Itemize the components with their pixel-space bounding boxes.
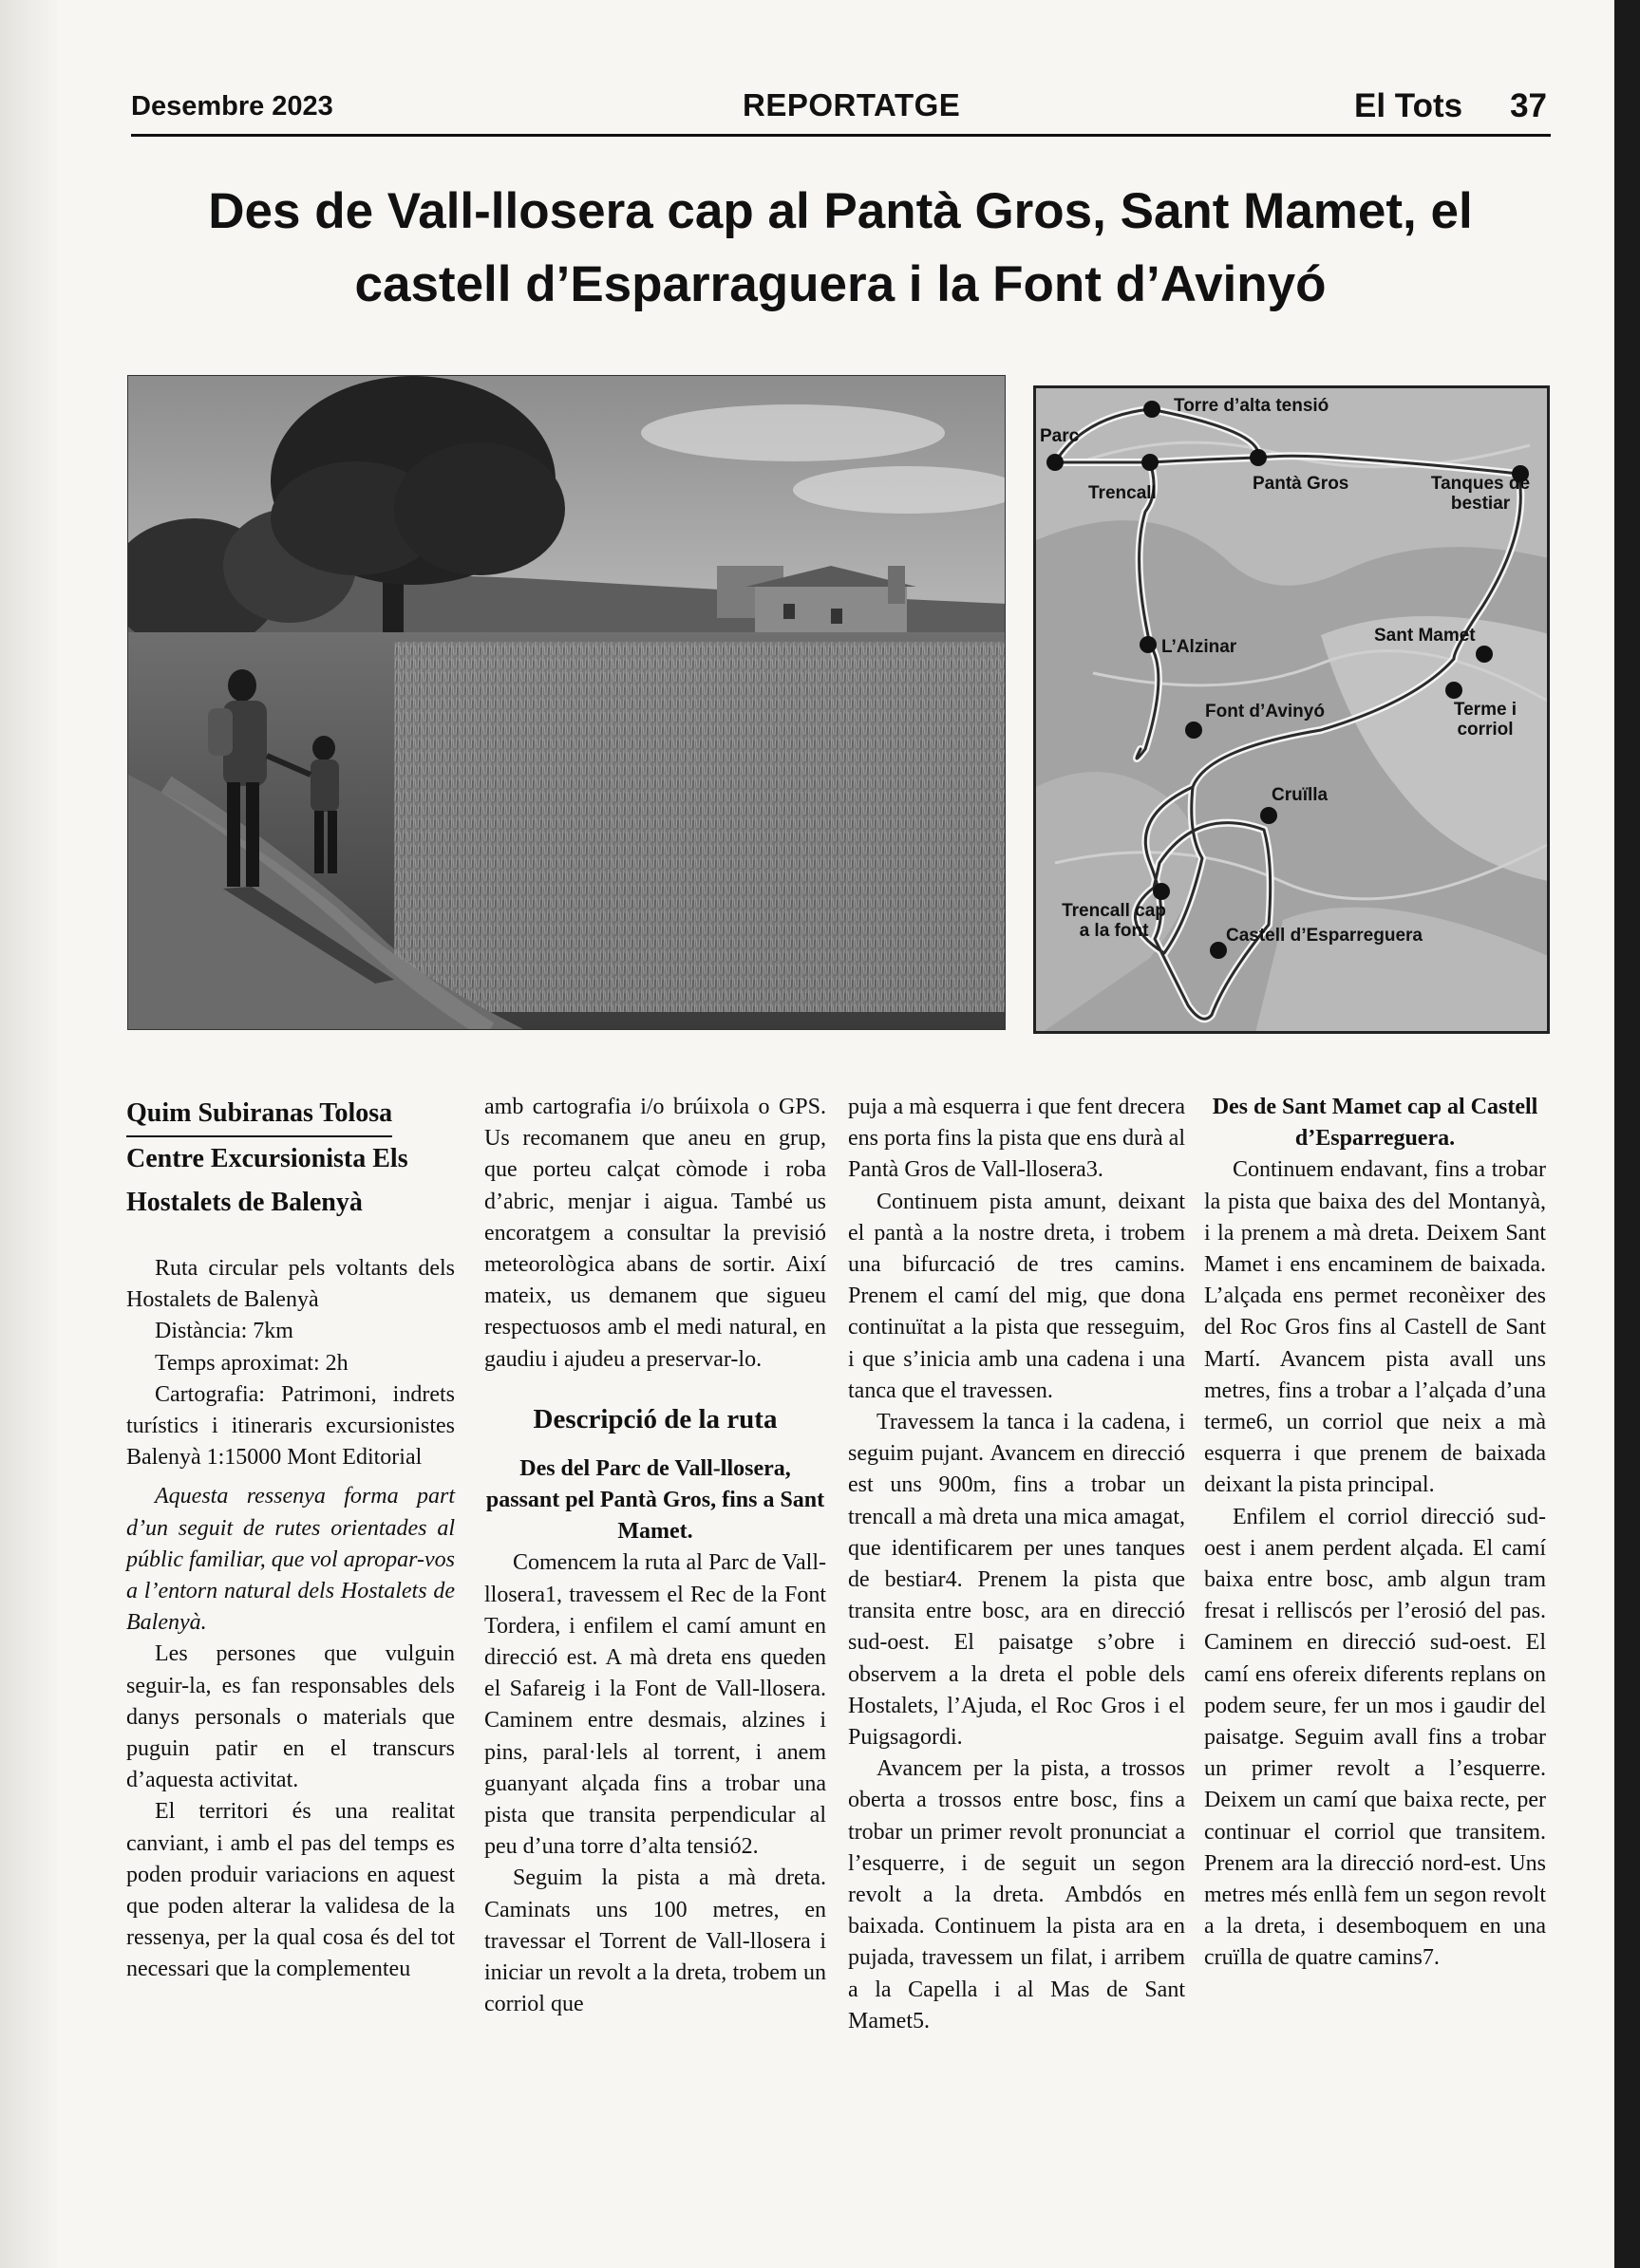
map-label-castell: Castell d’Esparreguera: [1226, 926, 1423, 946]
page-binding: [0, 0, 57, 2268]
map-label-cruilla: Cruïlla: [1272, 785, 1329, 805]
byline: [126, 1092, 455, 1225]
map-point-parc: [1046, 454, 1064, 471]
col4-paragraph: Continuem endavant, fins a trobar la pista que baixa des del Montanyà, i la prenem a mà dreta. Deixem Sant Mamet i ens encaminem de baixada. L’alçada ens permet reconèixer des del Roc Gros fins al Castell de Sant Martí. Avancem pista avall uns metres, fins a trobar a l’alçada d’una terme6, un corriol que neix a mà esquerra i que prenem de baixada deixant la pista principal.: [1204, 1157, 1546, 1498]
column-1: [126, 1092, 455, 1986]
page-header: [131, 87, 1551, 137]
column-4: [1204, 1092, 1546, 1975]
map-point-font: [1185, 722, 1202, 739]
map-label-torre: Torre d’alta tensió: [1174, 396, 1329, 416]
map-label-font: Font d’Avinyó: [1205, 702, 1325, 722]
info-distance: Distància: 7km: [155, 1319, 293, 1344]
landscape-photo: [127, 375, 1006, 1030]
map-label-alzinar: L’Alzinar: [1161, 637, 1237, 657]
col3-paragraph: Travessem la tanca i la cadena, i seguim pujant. Avancem en direcció est uns 900m, fins a trobar un trencall a mà dreta una mica amagat, que identificarem per unes tanques de bestiar4. Prenem la pista que transita entre bosc, ara en direcció sud-oest. El paisatge s’obre i observem a la dreta el poble dels Hostalets, l’Ajuda, el Roc Gros i el Puigsagordi.: [848, 1410, 1185, 1751]
map-point-alzinar: [1140, 636, 1157, 653]
map-label-sant-mamet: Sant Mamet: [1374, 626, 1476, 646]
col1-paragraph: Les persones que vulguin seguir-la, es fan responsables dels danys personals o materials que puguin patir en el transcurs d’aquesta activitat.: [126, 1641, 455, 1793]
map-point-cruilla: [1260, 807, 1277, 824]
col4-paragraph: Enfilem el corriol direcció sud-oest i anem perdent alçada. El camí baixa entre bosc, amb algun tram fresat i relliscós per l’erosió del pas. Caminem en direcció sud-oest. El camí ens ofereix diferents replans on podem seure, fer un mos i gaudir del paisatge. Seguim avall fins a trobar un primer revolt a l’esquerre. Deixem un camí que baixa recte, per continuar el corriol que transitem. Prenem ara la direcció nord-est. Uns metres més enllà fem un segon revolt a la dreta, i desemboquem en una cruïlla de quatre camins7.: [1204, 1504, 1546, 1971]
author-organization: Centre Excursionista Els Hostalets de Balenyà: [126, 1144, 408, 1217]
col2-paragraph: Comencem la ruta al Parc de Vall-llosera1, travessem el Rec de la Font Tordera, i enfilem el camí amunt en direcció est. A mà dreta ens queden el Safareig i la Font de Vall-llosera. Caminem entre desmais, alzines i pins, paral·lels al torrent, i anem guanyant alçada fins a trobar una pista que transita perpendicular al peu d’una torre d’alta tensió2.: [484, 1550, 826, 1860]
info-route: Ruta circular pels voltants dels Hostalets de Balenyà: [126, 1256, 455, 1313]
map-point-panta: [1250, 449, 1267, 466]
col3-paragraph: Avancem per la pista, a trossos oberta a trossos entre bosc, fins a trobar un primer revolt pronunciat a l’esquerre, i de seguit un segon revolt a la dreta. Ambdós en baixada. Continuem la pista ara en pujada, travessem un filat, i arribem a la Capella i al Mas de Sant Mamet5.: [848, 1756, 1185, 2034]
route-map: [1033, 385, 1550, 1034]
map-point-terme: [1445, 682, 1462, 699]
col2-paragraph: Seguim la pista a mà dreta. Caminats uns 100 metres, en travessar el Torrent de Vall-llosera i iniciar un revolt a la dreta, trobem un corriol que: [484, 1865, 826, 2017]
col2-intro: amb cartografia i/o brúixola o GPS. Us recomanem que aneu en grup, que porteu calçat còmode i roba d’abric, menjar i aigua. També us encoratgem a consultar la previsió meteorològica abans de sortir. Així mateix, us demanem que sigueu respectuosos amb el medi natural, en gaudiu i ajudeu a preservar-lo.: [484, 1095, 826, 1372]
header-page-number: 37: [1510, 87, 1547, 124]
intro-italic: Aquesta ressenya forma part d’un seguit de rutes orientades al públic familiar, que vol apropar-vos a l’entorn natural dels Hostalets de Balenyà.: [126, 1484, 455, 1636]
map-point-torre: [1143, 401, 1160, 418]
col1-paragraph: El territori és una realitat canviant, i amb el pas del temps es poden produir variacions en aquest que poden alterar la validesa de la ressenya, per la qual cosa és del tot necessari que la complementeu: [126, 1799, 455, 1982]
map-point-trencall-font: [1153, 883, 1170, 900]
map-point-sant-mamet: [1476, 646, 1493, 663]
map-label-tanques: Tanques de bestiar: [1430, 474, 1531, 514]
subsection-title: Des de Sant Mamet cap al Castell d’Esparreguera.: [1212, 1095, 1538, 1152]
info-time: Temps aproximat: 2h: [155, 1350, 349, 1376]
info-cartography: Cartografia: Patrimoni, indrets turístics i itineraris excursionistes Balenyà 1:15000 Mont Editorial: [126, 1381, 455, 1471]
map-label-trencall-font: Trencall cap a la font: [1062, 901, 1166, 941]
column-3: [848, 1092, 1185, 2037]
header-date: Desembre 2023: [131, 91, 333, 122]
map-label-parc: Parc: [1040, 426, 1080, 446]
map-label-panta: Pantà Gros: [1253, 474, 1349, 494]
col3-paragraph: puja a mà esquerra i que fent drecera ens porta fins la pista que ens durà al Pantà Gros de Vall-llosera3.: [848, 1095, 1185, 1183]
subsection-title: Des del Parc de Vall-llosera, passant pel Pantà Gros, fins a Sant Mamet.: [485, 1455, 825, 1545]
map-label-trencall: Trencall: [1088, 483, 1157, 503]
col3-paragraph: Continuem pista amunt, deixant el pantà a la nostre dreta, i trobem una bifurcació de tres camins. Prenem el camí del mig, que dona continuïtat a la pista que resseguim, i que s’inicia amb una cadena i una tanca que el travessen.: [848, 1189, 1185, 1403]
photo-illustration: [128, 376, 1006, 1030]
article-title: Des de Vall-llosera cap al Pantà Gros, Sant Mamet, el castell d’Esparraguera i la Font d’Avinyó: [208, 183, 1473, 312]
map-point-castell: [1210, 942, 1227, 959]
map-point-trencall: [1141, 454, 1159, 471]
column-2: [484, 1092, 826, 2020]
header-magazine-name: El Tots: [1354, 87, 1463, 124]
section-title: Descripció de la ruta: [533, 1403, 778, 1434]
header-section: REPORTATGE: [743, 87, 961, 122]
map-label-terme: Terme i corriol: [1453, 700, 1517, 740]
author-name: Quim Subiranas Tolosa: [126, 1092, 392, 1137]
